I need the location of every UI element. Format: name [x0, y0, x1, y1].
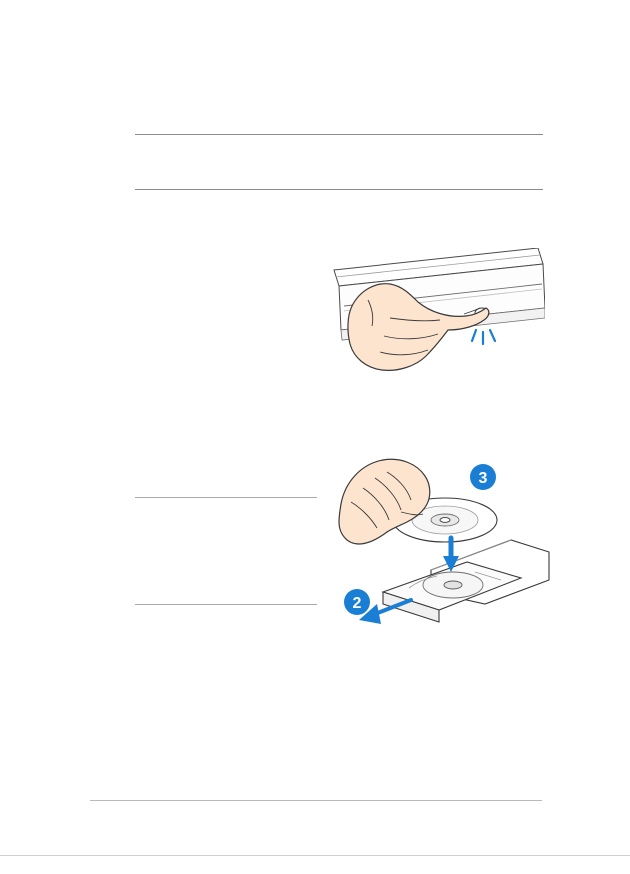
step-badge-2	[344, 589, 370, 615]
step-badge-3-label: 3	[478, 470, 488, 487]
footer-rule	[90, 800, 542, 801]
figure-eject-button	[330, 248, 545, 380]
section-rule-top	[135, 134, 543, 135]
figure-tray-and-disc	[335, 452, 550, 632]
page-bottom-rule	[0, 855, 630, 856]
step-badge-2-label: 2	[352, 595, 362, 612]
press-indication-lines	[472, 330, 495, 344]
section-rule-step3	[135, 604, 317, 605]
step-badge-3	[470, 464, 496, 490]
section-rule-second	[135, 189, 543, 190]
section-rule-step2	[135, 497, 317, 498]
